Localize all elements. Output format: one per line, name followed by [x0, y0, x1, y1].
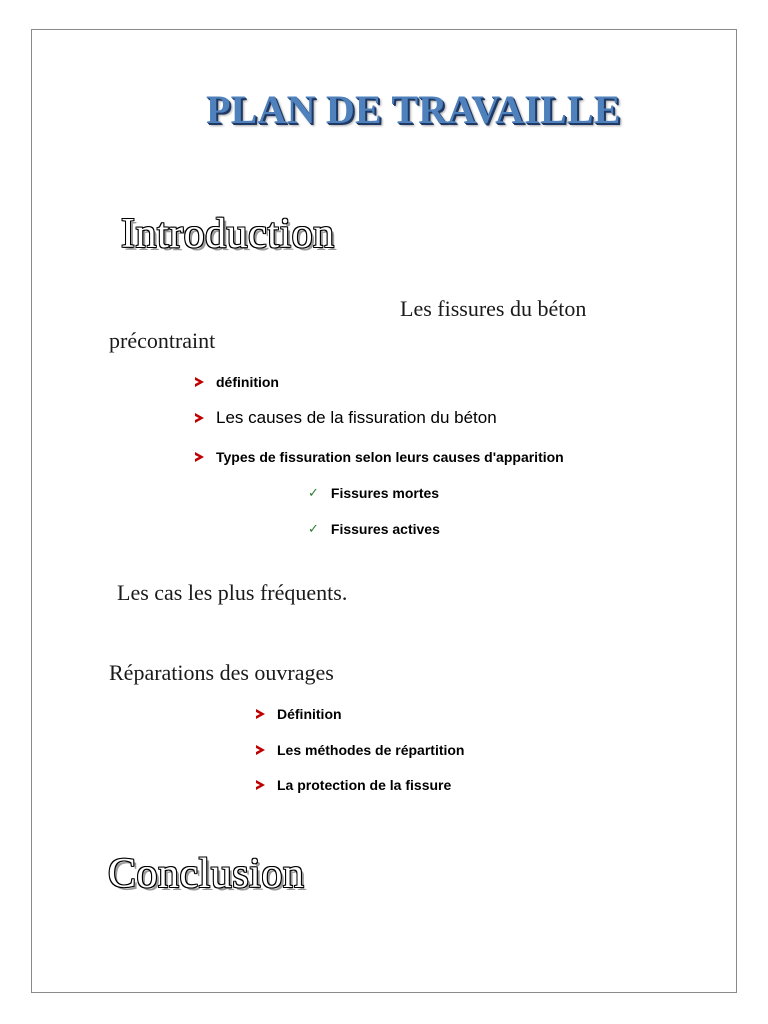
- sublist-item-fissures-actives: [308, 521, 440, 537]
- list-item-label: Fissures mortes: [330, 485, 440, 501]
- list-item-causes: [195, 408, 497, 428]
- list-item-definition: [195, 374, 279, 390]
- arrow-bullet-icon: [195, 452, 204, 462]
- list-item-protection: [256, 777, 451, 793]
- list-item-label: Types de fissuration selon leurs causes d'apparition: [216, 449, 564, 465]
- list-item-types: [195, 449, 564, 465]
- list-item-label: Fissures actives: [330, 521, 440, 537]
- section-fissures-heading-line2: précontraint: [109, 328, 216, 353]
- conclusion-heading: Conclusion: [108, 851, 305, 897]
- arrow-bullet-icon: [195, 413, 204, 423]
- list-item-label: définition: [216, 374, 279, 390]
- page-border: [31, 29, 737, 993]
- page-title: PLAN DE TRAVAILLE: [206, 87, 621, 132]
- introduction-heading: Introduction: [121, 211, 335, 257]
- section-fissures-heading-line1: Les fissures du béton: [400, 296, 587, 321]
- arrow-bullet-icon: [195, 377, 204, 387]
- list-item-reparation-definition: [256, 706, 342, 722]
- list-item-label: Les méthodes de répartition: [277, 742, 465, 758]
- list-item-label: Définition: [277, 706, 342, 722]
- list-item-label: La protection de la fissure: [277, 777, 452, 793]
- list-item-methodes: [256, 742, 464, 758]
- list-item-label: Les causes de la fissuration du béton: [216, 408, 497, 427]
- checkmark-icon: ✓: [308, 521, 319, 537]
- section-reparations-heading: Réparations des ouvrages: [109, 660, 334, 685]
- checkmark-icon: ✓: [308, 485, 319, 501]
- sublist-item-fissures-mortes: [308, 485, 439, 501]
- section-cas-frequents-heading: Les cas les plus fréquents.: [117, 580, 348, 605]
- arrow-bullet-icon: [256, 709, 265, 719]
- arrow-bullet-icon: [256, 745, 265, 755]
- arrow-bullet-icon: [256, 780, 265, 790]
